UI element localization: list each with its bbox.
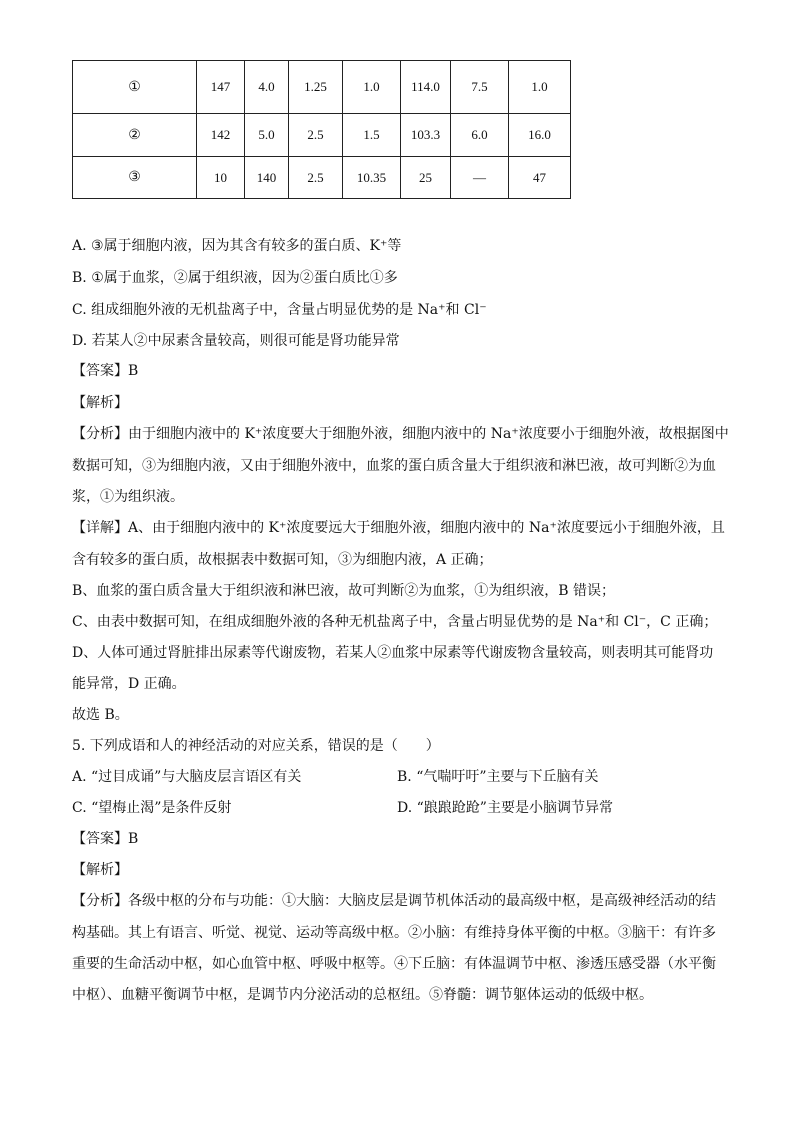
q4-option-d: D. 若某人②中尿素含量较高，则很可能是肾功能异常 (72, 333, 400, 349)
q4-analysis-line: D、人体可通过肾脏排出尿素等代谢废物，若某人②血浆中尿素等代谢废物含量较高，则表明其可能肾功 (72, 645, 714, 661)
table-cell: 103.3 (401, 114, 451, 157)
table-cell: 16.0 (509, 114, 571, 157)
table-cell: 2.5 (289, 157, 343, 199)
q5-option-d: D. “踉踉跄跄”主要是小脑调节异常 (397, 800, 613, 816)
table-cell: 114.0 (401, 61, 451, 114)
q4-analysis-line: 故选 B。 (72, 707, 129, 723)
table-row (73, 157, 571, 199)
table-cell: 1.5 (343, 114, 401, 157)
q5-option-b: B. “气喘吁吁”主要与下丘脑有关 (397, 769, 599, 785)
row-label: ① (73, 61, 197, 114)
q4-option-b: B. ①属于血浆，②属于组织液，因为②蛋白质比①多 (72, 270, 398, 286)
table-cell: 10 (197, 157, 245, 199)
q4-option-c: C. 组成细胞外液的无机盐离子中，含量占明显优势的是 Na⁺和 Cl⁻ (72, 302, 487, 318)
row-label: ② (73, 114, 197, 157)
q5-option-c: C. “望梅止渴”是条件反射 (72, 800, 232, 816)
q4-analysis-line: 【分析】由于细胞内液中的 K⁺浓度要大于细胞外液，细胞内液中的 Na⁺浓度要小于细胞外液，故根据图中 (72, 426, 729, 442)
q5-analysis-line: 中枢）、血糖平衡调节中枢，是调节内分泌活动的总枢纽。⑤脊髓：调节躯体运动的低级中枢。 (72, 987, 653, 1003)
q5-analysis-line: 构基础。其上有语言、听觉、视觉、运动等高级中枢。②小脑：有维持身体平衡的中枢。③脑干：有许多 (72, 925, 716, 941)
table-cell: 1.0 (509, 61, 571, 114)
table-cell: 2.5 (289, 114, 343, 157)
table-cell: — (451, 157, 509, 199)
table-cell: 147 (197, 61, 245, 114)
table-cell: 10.35 (343, 157, 401, 199)
q4-analysis-line: 【详解】A、由于细胞内液中的 K⁺浓度要远大于细胞外液，细胞内液中的 Na⁺浓度要远小于细胞外液，且 (72, 520, 725, 536)
q4-analysis-line: 含有较多的蛋白质，故根据表中数据可知，③为细胞内液，A 正确； (72, 552, 493, 568)
q4-analysis-line: 数据可知，③为细胞内液，又由于细胞外液中，血浆的蛋白质含量大于组织液和淋巴液，故可判断②为血 (72, 458, 716, 474)
table-cell: 47 (509, 157, 571, 199)
q5-analysis-heading: 【解析】 (72, 862, 128, 878)
ion-content-table (72, 60, 571, 199)
table-cell: 4.0 (245, 61, 289, 114)
q4-answer: 【答案】B (72, 363, 139, 379)
q4-option-a: A. ③属于细胞内液，因为其含有较多的蛋白质、K⁺等 (72, 238, 402, 254)
table-cell: 7.5 (451, 61, 509, 114)
q5-analysis-line: 【分析】各级中枢的分布与功能：①大脑：大脑皮层是调节机体活动的最高级中枢，是高级神经活动的结 (72, 893, 716, 909)
table-cell: 6.0 (451, 114, 509, 157)
q5-analysis-line: 重要的生命活动中枢，如心血管中枢、呼吸中枢等。④下丘脑：有体温调节中枢、渗透压感受器（水平衡 (72, 956, 716, 972)
q5-answer: 【答案】B (72, 831, 139, 847)
table-cell: 5.0 (245, 114, 289, 157)
q4-analysis-line: C、由表中数据可知，在组成细胞外液的各种无机盐离子中，含量占明显优势的是 Na⁺和 Cl⁻，C 正确； (72, 614, 718, 630)
q4-analysis-line: B、血浆的蛋白质含量大于组织液和淋巴液，故可判断②为血浆，①为组织液，B 错误； (72, 583, 616, 599)
q5-option-a: A. “过目成诵”与大脑皮层言语区有关 (72, 769, 302, 785)
q4-analysis-line: 能异常，D 正确。 (72, 676, 186, 692)
q5-stem: 5. 下列成语和人的神经活动的对应关系，错误的是（ ） (72, 738, 440, 754)
table-cell: 25 (401, 157, 451, 199)
q4-analysis-line: 浆，①为组织液。 (72, 489, 184, 505)
table-cell: 140 (245, 157, 289, 199)
table-cell: 1.25 (289, 61, 343, 114)
table-cell: 1.0 (343, 61, 401, 114)
row-label: ③ (73, 157, 197, 199)
table-row (73, 61, 571, 114)
table-cell: 142 (197, 114, 245, 157)
table-row (73, 114, 571, 157)
q4-analysis-heading: 【解析】 (72, 395, 128, 411)
